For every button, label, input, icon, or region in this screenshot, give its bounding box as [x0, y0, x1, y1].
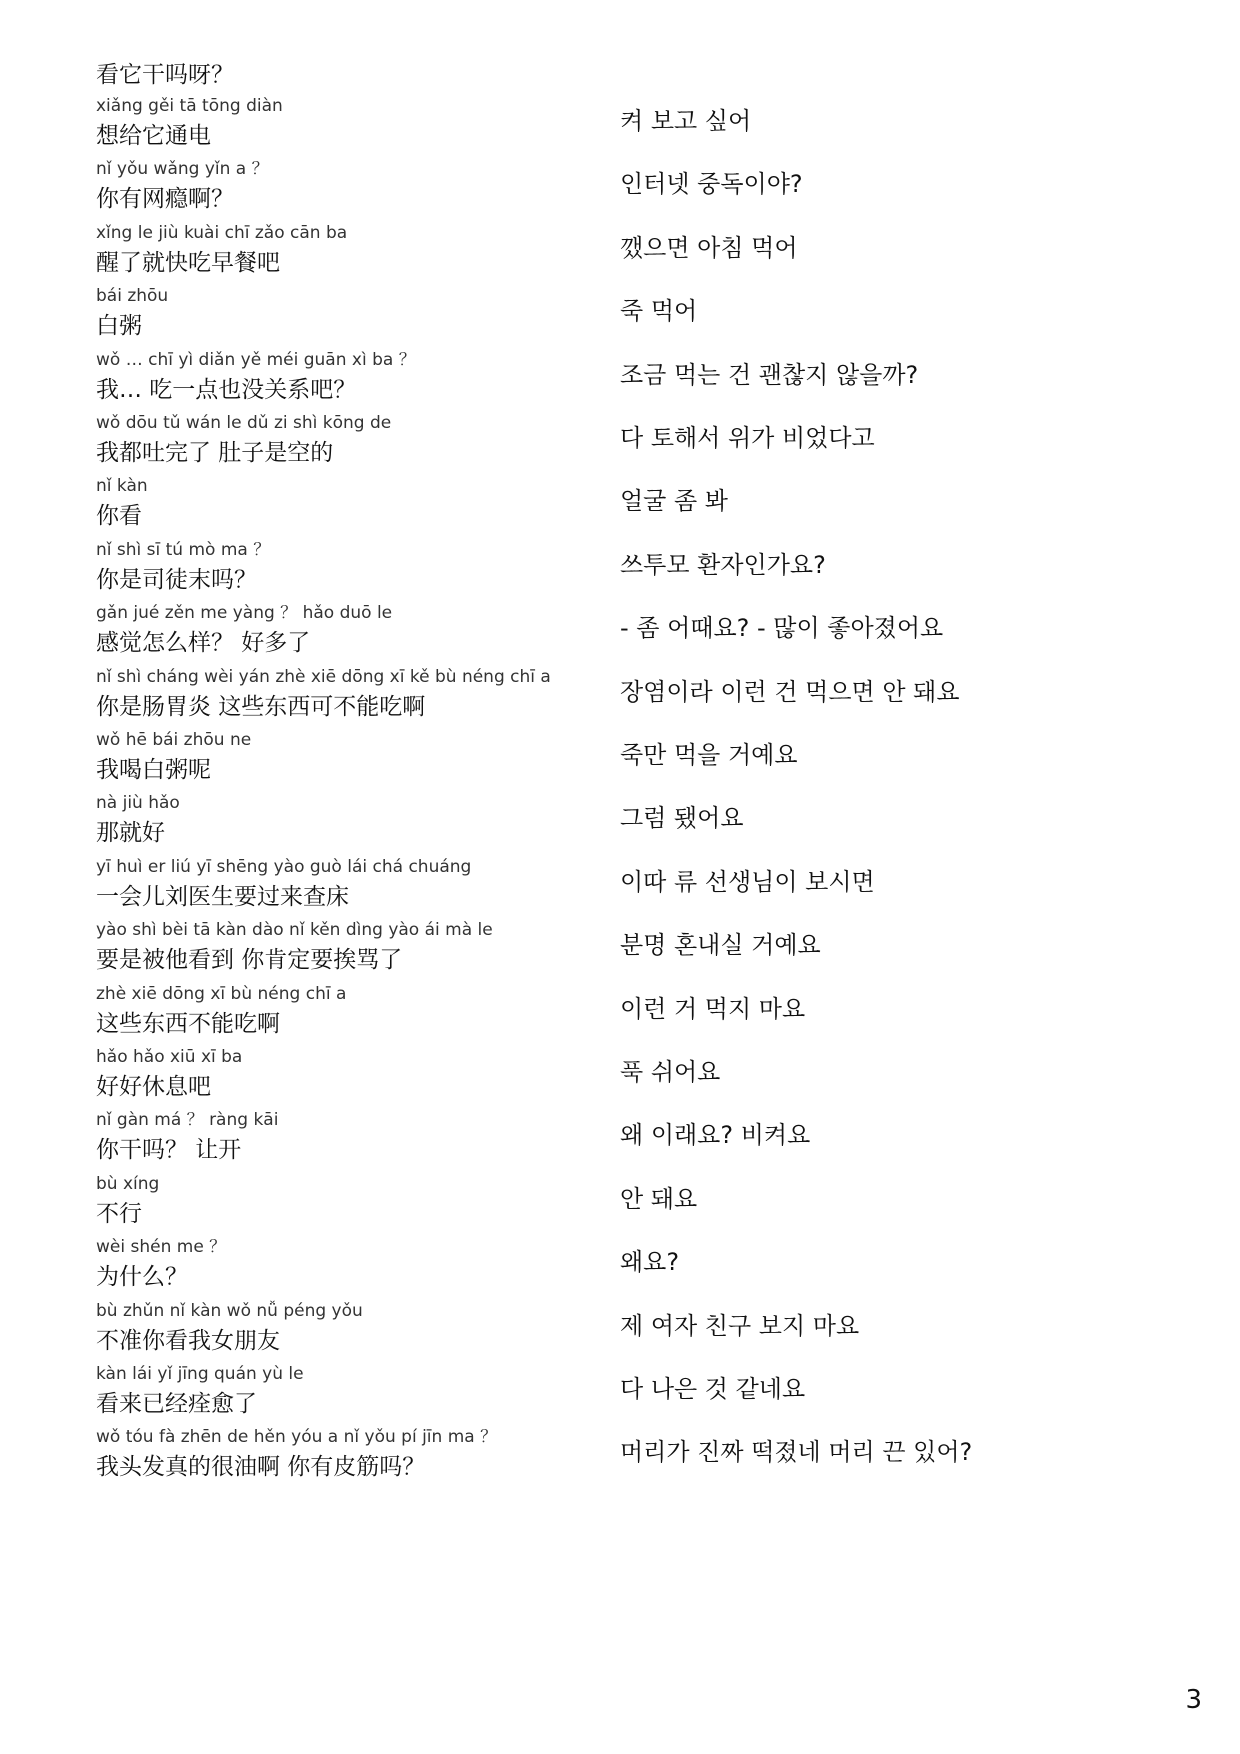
pinyin-line: gǎn jué zěn me yàng ？ hǎo duō le [96, 603, 393, 623]
pinyin-line: zhè xiē dōng xī bù néng chī a [96, 984, 347, 1004]
korean-line: 왜 이래요? 비켜요 [620, 1121, 811, 1149]
subtitle-entry [0, 1301, 1240, 1371]
pinyin-line: nǐ yǒu wǎng yǐn a ？ [96, 159, 269, 179]
korean-line: 장염이라 이런 건 먹으면 안 돼요 [620, 678, 960, 706]
chinese-line: 你看 [96, 503, 142, 529]
korean-line: 이따 류 선생님이 보시면 [620, 868, 875, 896]
pinyin-line: hǎo hǎo xiū xī ba [96, 1047, 243, 1067]
chinese-line: 你是肠胃炎 这些东西可不能吃啊 [96, 694, 426, 720]
korean-line: 이런 거 먹지 마요 [620, 995, 806, 1023]
subtitle-entry [0, 96, 1240, 166]
subtitle-entry [0, 603, 1240, 673]
subtitle-entry [0, 730, 1240, 800]
korean-line: 분명 혼내실 거예요 [620, 931, 821, 959]
pinyin-line: bù zhǔn nǐ kàn wǒ nǚ péng yǒu [96, 1301, 363, 1321]
pinyin-line: xǐng le jiù kuài chī zǎo cān ba [96, 223, 348, 243]
subtitle-entry [0, 223, 1240, 293]
korean-line: 죽 먹어 [620, 297, 698, 325]
subtitle-entry [0, 1110, 1240, 1180]
chinese-line: 不准你看我女朋友 [96, 1328, 280, 1354]
korean-line: 쓰투모 환자인가요? [620, 551, 826, 579]
chinese-line: 我喝白粥呢 [96, 757, 211, 783]
korean-line: 깼으면 아침 먹어 [620, 234, 798, 262]
pinyin-line: wǒ … chī yì diǎn yě méi guān xì ba ？ [96, 350, 416, 370]
subtitle-entry [0, 159, 1240, 229]
subtitle-entry [0, 350, 1240, 420]
korean-line: - 좀 어때요? - 많이 좋아졌어요 [620, 614, 944, 642]
korean-line: 얼굴 좀 봐 [620, 487, 728, 515]
subtitle-entry [0, 540, 1240, 610]
chinese-line: 好好休息吧 [96, 1074, 211, 1100]
chinese-line: 我头发真的很油啊 你有皮筋吗？ [96, 1454, 426, 1480]
pinyin-line: yào shì bèi tā kàn dào nǐ kěn dìng yào ái mà le [96, 920, 493, 940]
korean-line: 켜 보고 싶어 [620, 107, 752, 135]
subtitle-entry [0, 1174, 1240, 1244]
pinyin-line: wǒ hē bái zhōu ne [96, 730, 252, 750]
pinyin-line: xiǎng gěi tā tōng diàn [96, 96, 283, 116]
pinyin-line: yī huì er liú yī shēng yào guò lái chá chuáng [96, 857, 472, 877]
pinyin-line: nǐ kàn [96, 476, 148, 496]
page-number: 3 [1185, 1685, 1202, 1715]
korean-line: 머리가 진짜 떡졌네 머리 끈 있어? [620, 1438, 973, 1466]
korean-line: 조금 먹는 건 괜찮지 않을까? [620, 361, 919, 389]
chinese-line: 那就好 [96, 820, 165, 846]
chinese-line: 我都吐完了 肚子是空的 [96, 440, 334, 466]
pinyin-line: bù xíng [96, 1174, 160, 1194]
chinese-line: 我… 吃一点也没关系吧？ [96, 377, 357, 403]
pinyin-line: nǐ gàn má ？ ràng kāi [96, 1110, 279, 1130]
chinese-line: 白粥 [96, 313, 142, 339]
pinyin-line: wǒ dōu tǔ wán le dǔ zi shì kōng de [96, 413, 392, 433]
pinyin-line: wèi shén me ？ [96, 1237, 227, 1257]
korean-line: 안 돼요 [620, 1185, 698, 1213]
chinese-line-continued: 看它干吗呀？ [96, 62, 234, 88]
subtitle-entry [0, 857, 1240, 927]
chinese-line: 不行 [96, 1201, 142, 1227]
chinese-line: 看来已经痊愈了 [96, 1391, 257, 1417]
chinese-line: 为什么？ [96, 1264, 188, 1290]
pinyin-line: wǒ tóu fà zhēn de hěn yóu a nǐ yǒu pí jīn ma ？ [96, 1427, 498, 1447]
pinyin-line: nǐ shì cháng wèi yán zhè xiē dōng xī kě bù néng chī a [96, 667, 551, 687]
chinese-line: 感觉怎么样？ 好多了 [96, 630, 311, 656]
chinese-line: 想给它通电 [96, 123, 211, 149]
chinese-line: 一会儿刘医生要过来查床 [96, 884, 349, 910]
subtitle-entry [0, 920, 1240, 990]
subtitle-entry [0, 476, 1240, 546]
pinyin-line: nà jiù hǎo [96, 793, 180, 813]
chinese-line: 醒了就快吃早餐吧 [96, 250, 280, 276]
subtitle-entry [0, 793, 1240, 863]
chinese-line: 你干吗？ 让开 [96, 1137, 242, 1163]
korean-line: 푹 쉬어요 [620, 1058, 721, 1086]
subtitle-entry [0, 1427, 1240, 1497]
korean-line: 다 나은 것 같네요 [620, 1375, 806, 1403]
chinese-line: 要是被他看到 你肯定要挨骂了 [96, 947, 403, 973]
subtitle-entry [0, 413, 1240, 483]
chinese-line: 你是司徒末吗？ [96, 567, 257, 593]
subtitle-entry [0, 667, 1240, 737]
subtitle-entry [0, 1237, 1240, 1307]
korean-line: 그럼 됐어요 [620, 804, 744, 832]
subtitle-entry [0, 1047, 1240, 1117]
subtitle-entry [0, 1364, 1240, 1434]
korean-line: 인터넷 중독이야? [620, 170, 803, 198]
korean-line: 죽만 먹을 거예요 [620, 741, 798, 769]
korean-line: 다 토해서 위가 비었다고 [620, 424, 875, 452]
pinyin-line: nǐ shì sī tú mò ma ？ [96, 540, 271, 560]
pinyin-line: bái zhōu [96, 286, 169, 306]
korean-line: 왜요? [620, 1248, 680, 1276]
korean-line: 제 여자 친구 보지 마요 [620, 1312, 860, 1340]
pinyin-line: kàn lái yǐ jīng quán yù le [96, 1364, 304, 1384]
subtitle-entry [0, 286, 1240, 356]
chinese-line: 你有网瘾啊？ [96, 186, 234, 212]
chinese-line: 这些东西不能吃啊 [96, 1011, 280, 1037]
subtitle-entry [0, 984, 1240, 1054]
